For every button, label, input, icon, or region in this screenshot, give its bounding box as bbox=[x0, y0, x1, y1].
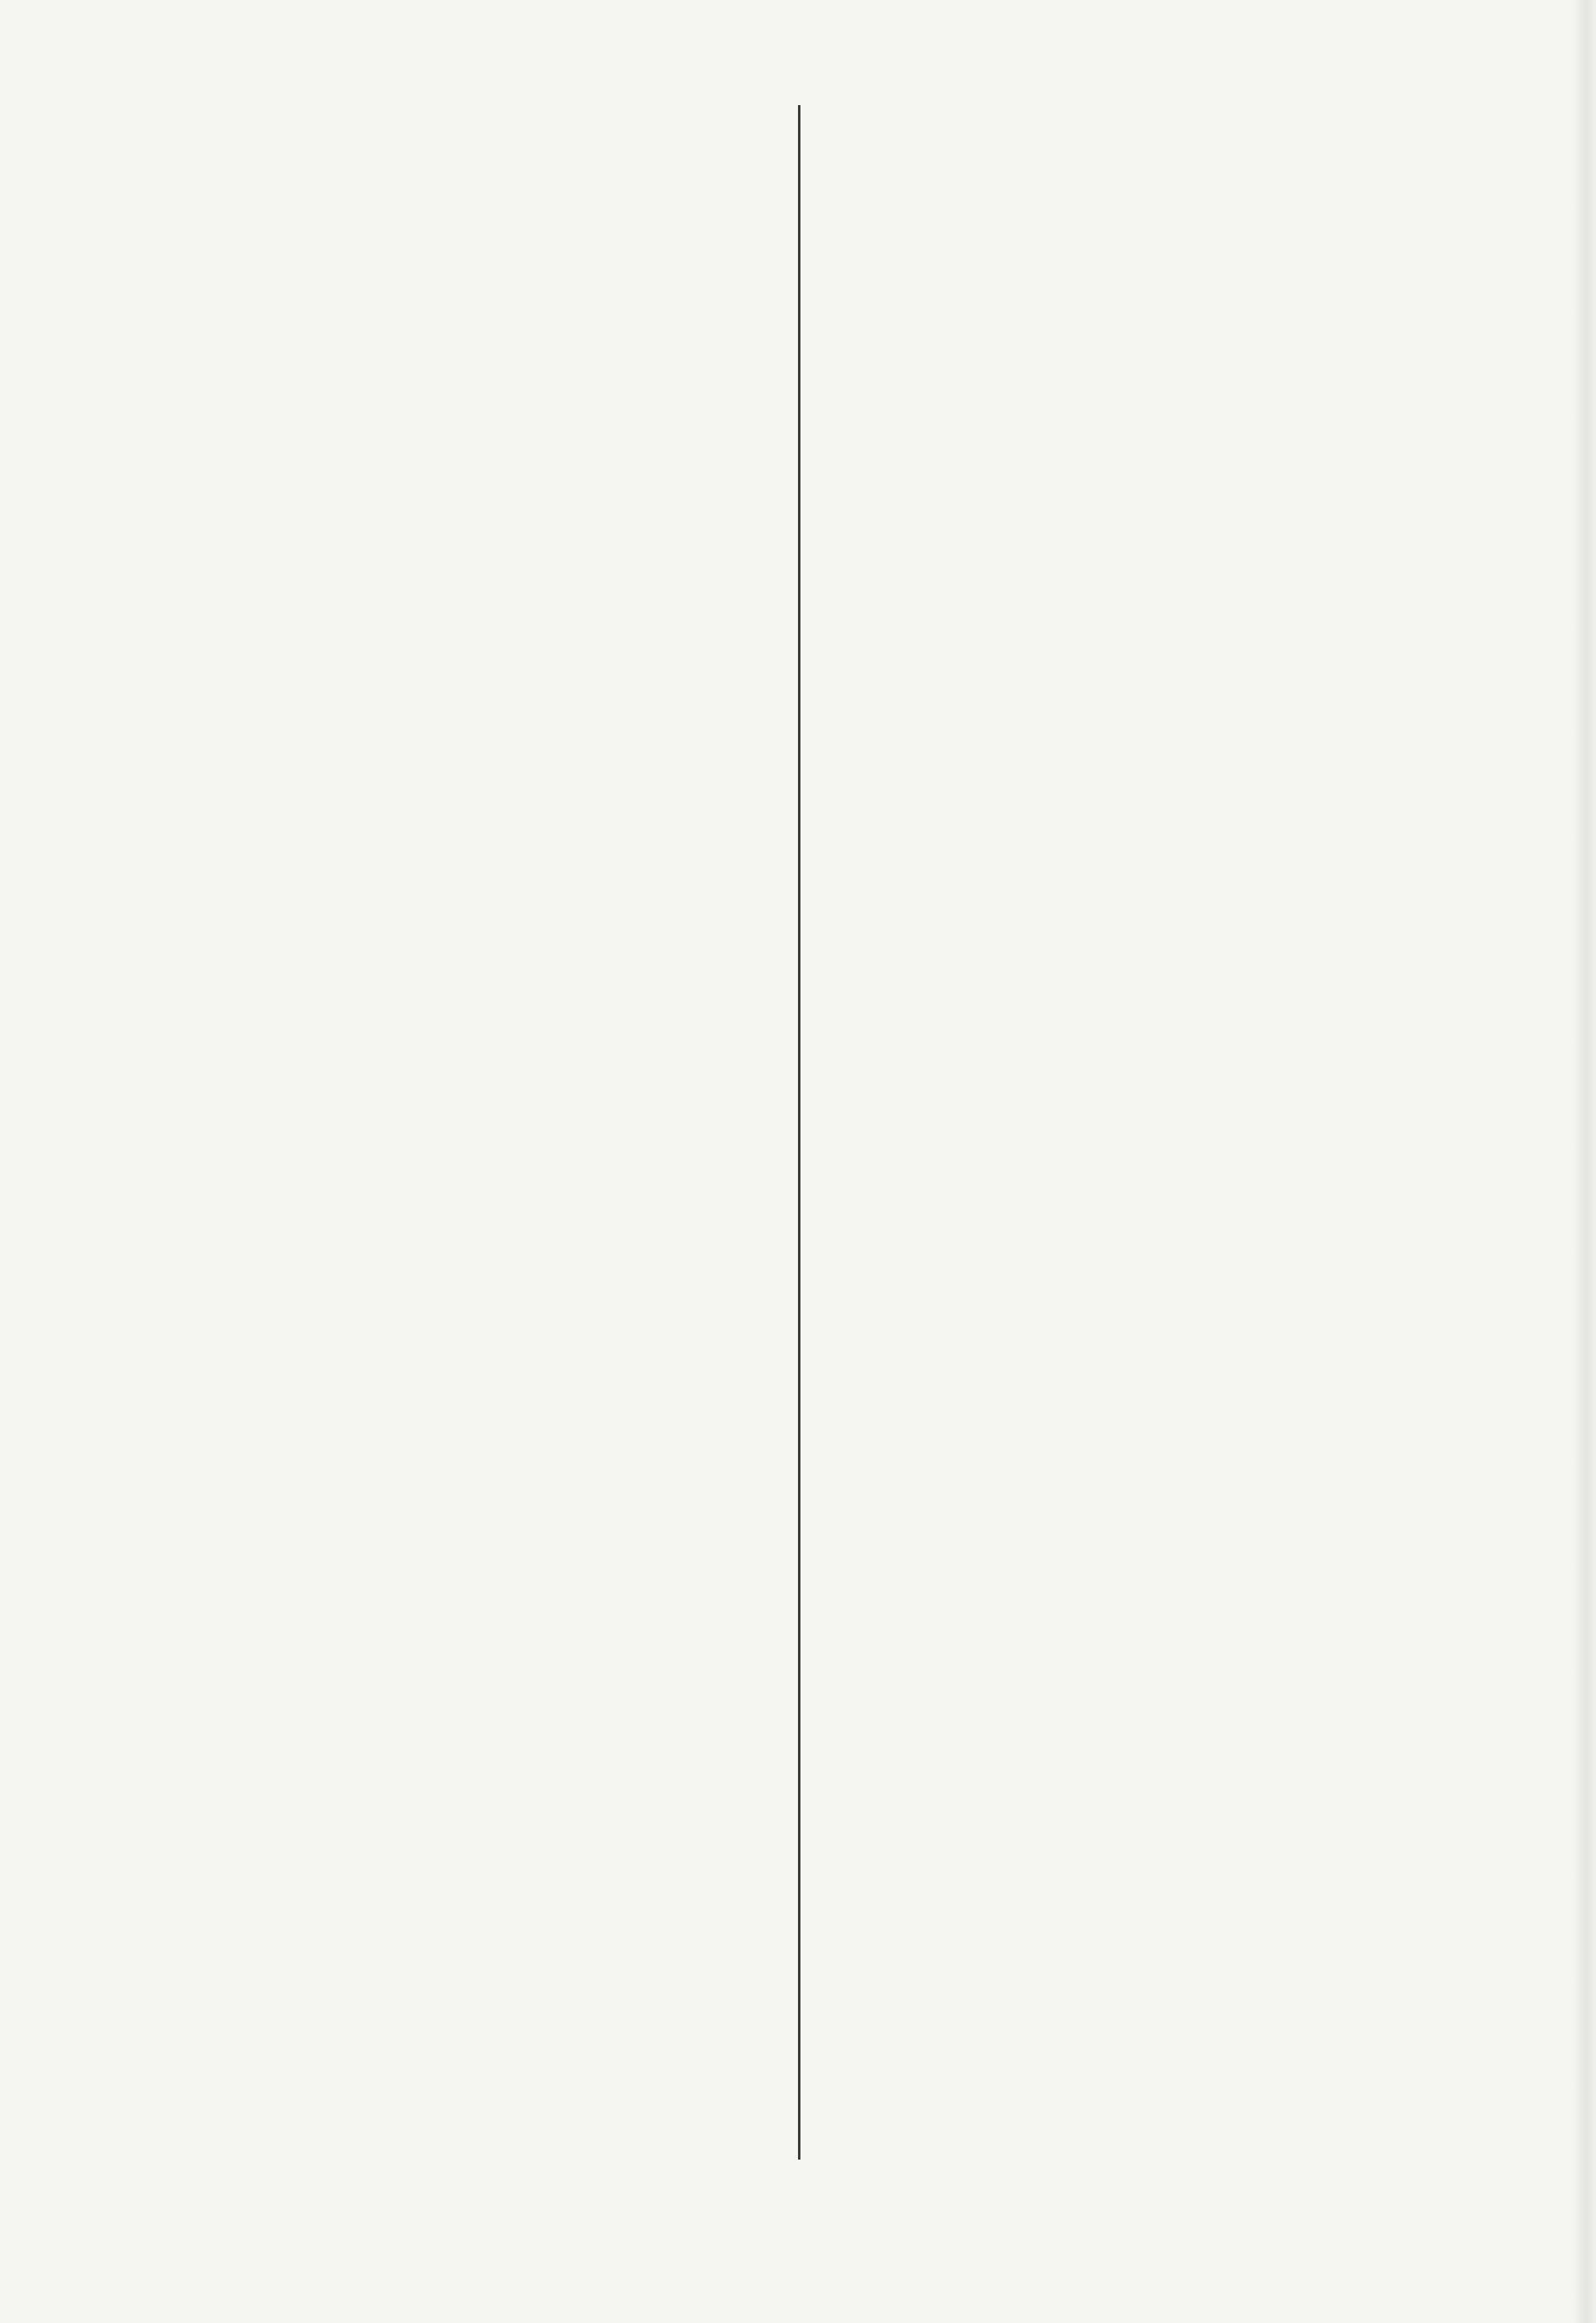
instruction-line bbox=[66, 1365, 772, 1422]
passage-line bbox=[66, 1595, 772, 1653]
passage-line bbox=[809, 97, 1507, 154]
column-divider bbox=[798, 105, 800, 2160]
passage-line bbox=[66, 1826, 772, 1884]
cloze-row bbox=[66, 1019, 772, 1077]
cloze-row bbox=[66, 1192, 772, 1250]
passage-line bbox=[66, 1884, 772, 1941]
cloze-row bbox=[66, 673, 772, 731]
option-row bbox=[809, 1307, 1507, 1365]
cloze-row bbox=[66, 212, 772, 269]
option-row bbox=[809, 1365, 1507, 1422]
page-edge bbox=[1573, 0, 1596, 2323]
passage-line bbox=[809, 904, 1507, 962]
passage-line bbox=[809, 328, 1507, 385]
cloze-row bbox=[66, 731, 772, 788]
cloze-row bbox=[66, 97, 772, 154]
passage-line bbox=[809, 500, 1507, 558]
passage-line bbox=[66, 1710, 772, 1768]
cloze-row bbox=[66, 962, 772, 1019]
passage-line bbox=[809, 962, 1507, 1019]
passage-line bbox=[809, 1077, 1507, 1134]
passage-line bbox=[809, 673, 1507, 731]
passage-line bbox=[66, 1538, 772, 1595]
passage-line bbox=[66, 1941, 772, 1999]
passage-line bbox=[809, 558, 1507, 616]
passage-line bbox=[809, 212, 1507, 269]
passage-line bbox=[809, 270, 1507, 328]
passage-line bbox=[66, 1768, 772, 1825]
passage-line bbox=[809, 1134, 1507, 1191]
cloze-row bbox=[66, 1134, 772, 1191]
passage-line bbox=[66, 2056, 772, 2114]
cloze-row bbox=[66, 846, 772, 903]
cloze-row bbox=[66, 500, 772, 558]
passage-line bbox=[66, 2114, 772, 2172]
passage-line bbox=[66, 1481, 772, 1538]
cloze-row bbox=[66, 328, 772, 385]
passage-line bbox=[809, 154, 1507, 212]
passage-line bbox=[809, 788, 1507, 846]
cloze-row bbox=[66, 270, 772, 328]
passage-line bbox=[809, 731, 1507, 788]
cloze-row bbox=[66, 1077, 772, 1134]
cloze-row bbox=[66, 558, 772, 616]
page-footer bbox=[66, 2191, 1519, 2240]
passage-line bbox=[66, 1653, 772, 1710]
passage-line bbox=[66, 1422, 772, 1480]
passage-line bbox=[809, 616, 1507, 673]
question-stem bbox=[809, 1481, 1507, 1538]
cloze-row bbox=[66, 154, 772, 212]
passage-line bbox=[809, 1019, 1507, 1077]
instruction-line bbox=[66, 1307, 772, 1365]
passage-line bbox=[66, 1999, 772, 2056]
section-title bbox=[66, 1250, 772, 1307]
passage-line bbox=[809, 385, 1507, 443]
cloze-row bbox=[66, 616, 772, 673]
reading-question bbox=[809, 1192, 1507, 1250]
right-column bbox=[809, 97, 1507, 1538]
passage-line bbox=[809, 846, 1507, 903]
reading-question bbox=[809, 1422, 1507, 1480]
cloze-row bbox=[66, 385, 772, 443]
passage-line bbox=[809, 443, 1507, 500]
cloze-row bbox=[66, 904, 772, 962]
question-stem bbox=[809, 1250, 1507, 1307]
cloze-row bbox=[66, 443, 772, 500]
left-column bbox=[66, 97, 772, 2172]
cloze-row bbox=[66, 788, 772, 846]
